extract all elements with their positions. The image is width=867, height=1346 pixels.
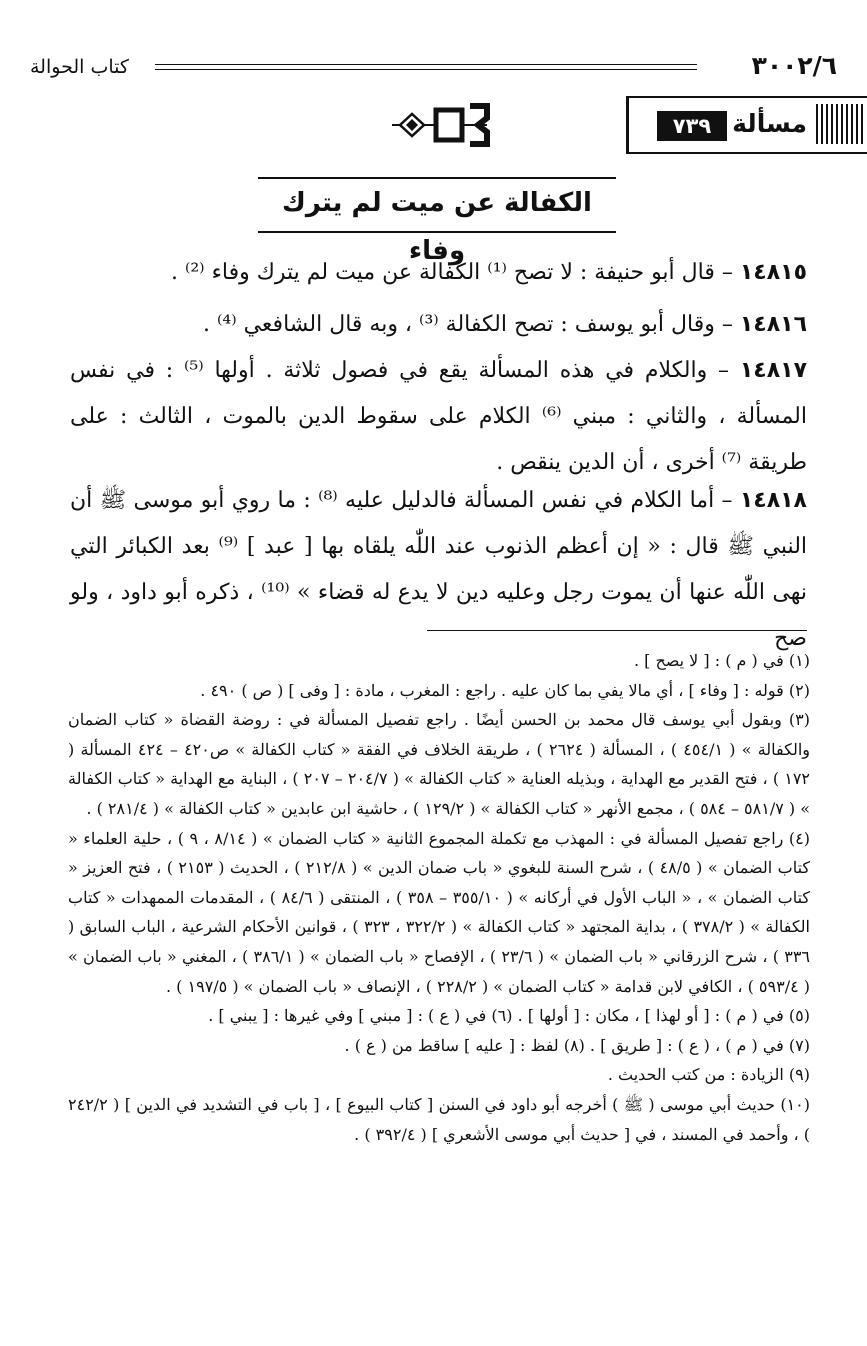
- paragraph-14816: [70, 302, 807, 348]
- paragraph-number: ١٤٨١٧: [739, 358, 807, 383]
- paragraph-text: – والكلام في هذه المسألة يقع في فصول ثلاثة . أولها ⁽⁵⁾ : في نفس المسألة ، والثاني : مبني ⁽⁶⁾ الكلام على سقوط الدين بالموت ، الثالث : على طريقة ⁽⁷⁾ أخرى ، أن الدين ينقص .: [70, 358, 807, 475]
- paragraph-text: – وقال أبو يوسف : تصح الكفالة ⁽³⁾ ، وبه قال الشافعي ⁽⁴⁾ .: [202, 312, 740, 337]
- paragraph-14815: [70, 250, 807, 296]
- decorative-ornament: [392, 100, 622, 150]
- footnotes: [68, 646, 810, 1149]
- header-rule: [155, 64, 697, 70]
- footnote: (٧) في ( م ) ، ( ع ) : [ طريق ] . (٨) لفظ : [ عليه ] ساقط من ( ع ) .: [344, 1035, 810, 1055]
- issue-label: مسألة: [732, 109, 807, 138]
- page-number: ٣٠٠٢/٦: [751, 51, 837, 80]
- issue-banner: [392, 96, 867, 156]
- paragraph-number: ١٤٨١٥: [739, 260, 807, 285]
- running-header: [30, 50, 837, 90]
- banner-frame: [626, 96, 867, 154]
- footnote: (٤) راجع تفصيل المسألة في : المهذب مع تكملة المجموع الثانية « كتاب الضمان » ( ٨/١٤ ، ٩ ) ، حلية العلماء « كتاب الضمان » ( ٤٨/٥ ) ، شرح السنة للبغوي « باب ضمان الدين » ( ٢١٢/٨ ) ، الحديث ( ٢١٥٣ ) ، فتح العزيز « كتاب الضمان » ، « الباب الأول في أركانه » ( ٣٥٥/١٠ – ٣٥٨ ) ، المنتقى ( ٨٤/٦ ) ، المقدمات الممهدات « كتاب الكفالة » ( ٣٧٨/٢ ) ، بداية المجتهد « كتاب الكفالة » ( ٣٢٢/٢ ، ٣٢٣ ) ، قوانين الأحكام الشرعية ، الباب السابق ( ٣٣٦ ) ، شرح الزرقاني « باب الضمان » ( ٢٣/٦ ) ، الإفصاح « باب الضمان » ( ٣٨٦/١ ) ، المغني « باب الضمان » ( ٥٩٣/٤ ) ، الكافي لابن قدامة « كتاب الضمان » ( ٢٢٨/٢ ) ، الإنصاف « باب الضمان » ( ١٩٧/٥ ) .: [68, 828, 811, 996]
- section-title-box: [258, 177, 616, 266]
- issue-number: ٧٣٩: [657, 111, 727, 141]
- section-title: الكفالة عن ميت لم يترك وفاء: [282, 188, 592, 266]
- hatch-ornament: [816, 104, 864, 144]
- footnote: (٢) قوله : [ وفاء ] ، أي مالا يفي بما كان عليه . راجع : المغرب ، مادة : [ وفى ] ( ص ) ٤٩٠ .: [200, 680, 810, 700]
- paragraph-14817: [70, 348, 807, 486]
- paragraph-text: – أما الكلام في نفس المسألة فالدليل عليه ⁽⁸⁾ : ما روي أبو موسى ﷺ أن النبي ﷺ قال : « إن أعظم الذنوب عند اللّٰه يلقاه بها [ عبد ] ⁽⁹⁾ بعد الكبائر التي نهى اللّٰه عنها أن يموت رجل وعليه دين لا يدع له قضاء » ⁽¹⁰⁾ ، ذكره أبو داود ، ولو صح: [70, 488, 808, 651]
- footnote: (٩) الزيادة : من كتب الحديث .: [607, 1065, 810, 1085]
- paragraph-number: ١٤٨١٦: [739, 312, 807, 337]
- footnote-separator: [427, 630, 807, 631]
- footnote: (٣) وبقول أبي يوسف قال محمد بن الحسن أيضًا . راجع تفصيل المسألة في : روضة القضاة « كتاب الضمان والكفالة » ( ٤٥٤/١ ) ، المسألة ( ٢٦٢٤ ) ، طريقة الخلاف في الفقة « كتاب الكفالة » ص٤٢٠ – ٤٢٤ المسألة ( ١٧٢ ) ، فتح القدير مع الهداية ، وبذيله العناية « كتاب الكفالة » ( ٢٠٤/٧ – ٢٠٧ ) ، البناية مع الهداية « كتاب الكفالة » ( ٥٨١/٧ – ٥٨٤ ) ، مجمع الأنهر « كتاب الكفالة » ( ١٢٩/٢ ) ، حاشية ابن عابدين « كتاب الكفالة » ( ٢٨١/٤ ) .: [68, 710, 811, 818]
- paragraph-number: ١٤٨١٨: [739, 488, 807, 513]
- paragraph-text: – قال أبو حنيفة : لا تصح ⁽¹⁾ الكفالة عن ميت لم يترك وفاء ⁽²⁾ .: [170, 260, 740, 285]
- footnote: (١) في ( م ) : [ لا يصح ] .: [633, 651, 810, 670]
- book-title: كتاب الحوالة: [30, 56, 129, 78]
- footnote: (١٠) حديث أبي موسى ( ﷺ ) أخرجه أبو داود في السنن [ كتاب البيوع ] ، [ باب في التشديد في الدين ] ( ٢٤٢/٢ ) ، وأحمد في المسند ، في [ حديث أبي موسى الأشعري ] ( ٣٩٢/٤ ) .: [68, 1094, 810, 1144]
- paragraph-14818: [70, 478, 807, 662]
- footnote: (٥) في ( م ) : [ أو لهذا ] ، مكان : [ أولها ] . (٦) في ( ع ) : [ مبني ] وفي غيرها : [ يبني ] .: [208, 1006, 810, 1026]
